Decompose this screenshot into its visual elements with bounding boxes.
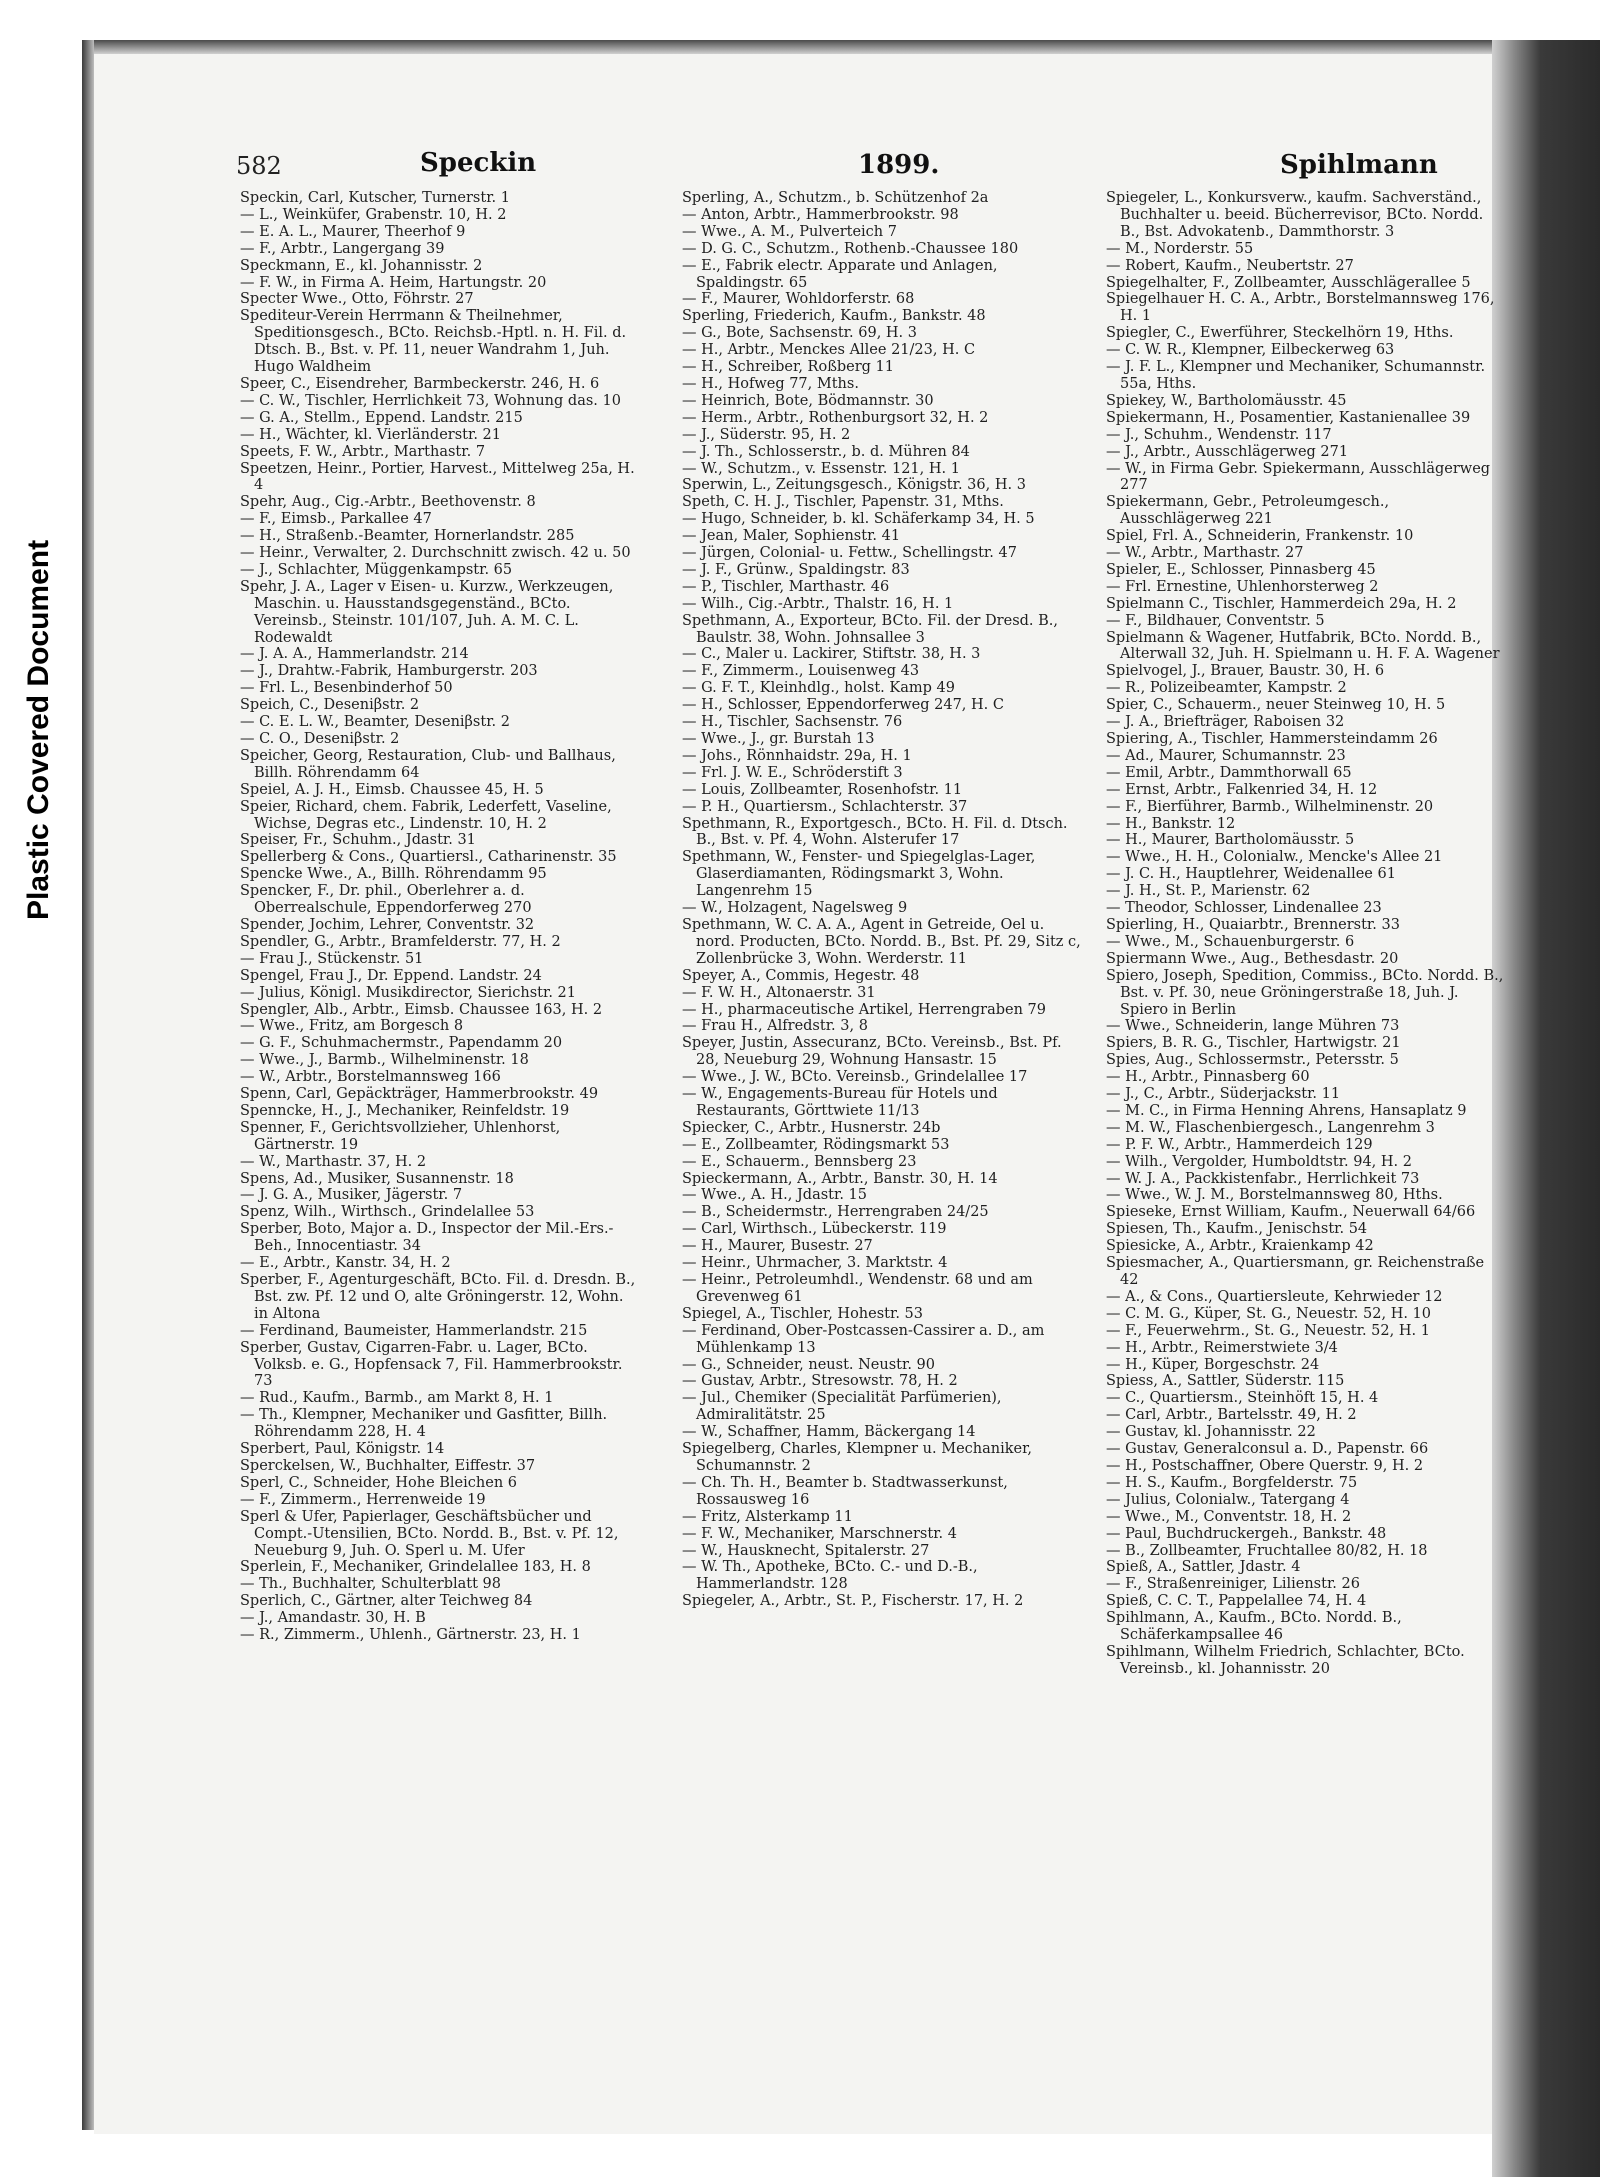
directory-entry: — Robert, Kaufm., Neubertstr. 27 (1106, 257, 1354, 274)
directory-entry: — Carl, Wirthsch., Lübeckerstr. 119 (682, 1221, 947, 1238)
directory-entry: Spiegel, A., Tischler, Hohestr. 53 (682, 1305, 924, 1322)
directory-entry: — J. C. H., Hauptlehrer, Weidenallee 61 (1106, 866, 1396, 883)
directory-entry: Sperlein, F., Mechaniker, Grindelallee 183, H. 8 (240, 1559, 591, 1576)
directory-entry: — Wwe., M., Schauenburgerstr. 6 (1106, 933, 1355, 950)
column-left (240, 190, 640, 1644)
directory-entry: — Heinrich, Bote, Bödmannstr. 30 (682, 392, 934, 409)
directory-entry: — Louis, Zollbeamter, Rosenhofstr. 11 (682, 781, 963, 798)
directory-entry: Spiers, B. R. G., Tischler, Hartwigstr. 21 (1106, 1035, 1401, 1052)
directory-entry: — G., Bote, Sachsenstr. 69, H. 3 (682, 325, 917, 342)
directory-entry: — H., Maurer, Bartholomäusstr. 5 (1106, 832, 1355, 849)
directory-entry: Spiegeler, A., Arbtr., St. P., Fischerstr. 17, H. 2 (682, 1593, 1024, 1610)
directory-entry: Spieckermann, A., Arbtr., Banstr. 30, H. 14 (682, 1170, 998, 1187)
directory-entry: — Jul., Chemiker (Specialität Parfümerien), Admiralitätstr. 25 (682, 1390, 1002, 1424)
directory-entry: Spies, Aug., Schlossermstr., Petersstr. 5 (1106, 1052, 1399, 1069)
column-right (1106, 190, 1506, 1678)
directory-entry: — C. M. G., Küper, St. G., Neuestr. 52, H. 10 (1106, 1305, 1432, 1322)
directory-entry: Spiermann Wwe., Aug., Bethesdastr. 20 (1106, 950, 1399, 967)
directory-entry: — M. W., Flaschenbiergesch., Langenrehm 3 (1106, 1119, 1435, 1136)
directory-entry: Spihlmann, A., Kaufm., BCto. Nordd. B., Schäferkampsallee 46 (1106, 1610, 1402, 1644)
directory-entry: — Carl, Arbtr., Bartelsstr. 49, H. 2 (1106, 1407, 1357, 1424)
column-middle (682, 190, 1082, 1610)
directory-entry: — Wwe., H. H., Colonialw., Mencke's Allee 21 (1106, 849, 1443, 866)
directory-entry: — J. Th., Schlosserstr., b. d. Mühren 84 (682, 443, 970, 460)
directory-entry: — W., Hausknecht, Spitalerstr. 27 (682, 1542, 930, 1559)
directory-entry: Spencker, F., Dr. phil., Oberlehrer a. d. Oberrealschule, Eppendorferweg 270 (240, 883, 532, 917)
directory-entry: — M., Norderstr. 55 (1106, 240, 1254, 257)
directory-entry: Spielvogel, J., Brauer, Baustr. 30, H. 6 (1106, 663, 1385, 680)
directory-entry: — J. F. L., Klempner und Mechaniker, Schumannstr. 55a, Hths. (1106, 359, 1486, 392)
directory-entry: — C. O., Deseniβstr. 2 (240, 731, 400, 747)
directory-entry: Sperber, Boto, Major a. D., Inspector der Mil.-Ers.-Beh., Innocentiastr. 34 (240, 1221, 614, 1255)
directory-entry: — Ferdinand, Baumeister, Hammerlandstr. 215 (240, 1322, 588, 1339)
directory-entry: — J. A. A., Hammerlandstr. 214 (240, 646, 469, 663)
directory-entry: — D. G. C., Schutzm., Rothenb.-Chaussee 180 (682, 240, 1019, 257)
directory-entry: — Wwe., W. J. M., Borstelmannsweg 80, Hths. (1106, 1187, 1443, 1204)
directory-entry: Spiegelhauer H. C. A., Arbtr., Borstelmannsweg 176, H. 1 (1106, 291, 1495, 325)
directory-entry: Spiekey, W., Bartholomäusstr. 45 (1106, 392, 1347, 409)
directory-entry: Spier, C., Schauerm., neuer Steinweg 10, H. 5 (1106, 697, 1446, 714)
directory-entry: Sperl, C., Schneider, Hohe Bleichen 6 (240, 1474, 517, 1491)
directory-entry: — F., Zimmerm., Louisenweg 43 (682, 663, 920, 680)
directory-entry: Spiero, Joseph, Spedition, Commiss., BCto. Nordd. B., Bst. v. Pf. 30, neue Gröningerstraße 18, Juh. J. Spiero in Berlin (1106, 967, 1504, 1018)
directory-entry: Spiekermann, Gebr., Petroleumgesch., Ausschlägerweg 221 (1106, 494, 1390, 528)
directory-entry: Spehr, J. A., Lager v Eisen- u. Kurzw., Werkzeugen, Maschin. u. Hausstandsgegenständ., BCto. Vereinsb., Steinstr. 101/107, Juh. A. M. C. L. Rodewaldt (240, 578, 614, 646)
directory-entry: Spiegelhalter, F., Zollbeamter, Ausschlägerallee 5 (1106, 274, 1471, 291)
scan-shadow-left (82, 40, 94, 2130)
directory-entry: Spender, Jochim, Lehrer, Conventstr. 32 (240, 916, 535, 933)
directory-entry: — Frau H., Alfredstr. 3, 8 (682, 1018, 868, 1035)
directory-entry: — B., Zollbeamter, Fruchtallee 80/82, H. 18 (1106, 1542, 1428, 1559)
directory-entry: Spediteur-Verein Herrmann & Theilnehmer, Speditionsgesch., BCto. Reichsb.-Hptl. n. H. Fil. d. Dtsch. B., Bst. v. Pf. 11, neuer Wandrahm 1, Juh. Hugo Waldheim (240, 308, 627, 376)
directory-entry: — Anton, Arbtr., Hammerbrookstr. 98 (682, 206, 959, 223)
directory-entry: — J., Süderstr. 95, H. 2 (682, 426, 851, 443)
directory-entry: — F. W., in Firma A. Heim, Hartungstr. 20 (240, 274, 547, 291)
directory-entry: — Wilh., Vergolder, Humboldtstr. 94, H. 2 (1106, 1153, 1412, 1170)
directory-entry: Spengler, Alb., Arbtr., Eimsb. Chaussee 163, H. 2 (240, 1001, 603, 1018)
directory-entry: — E., Arbtr., Kanstr. 34, H. 2 (240, 1255, 451, 1272)
directory-entry: Spehr, Aug., Cig.-Arbtr., Beethovenstr. 8 (240, 494, 536, 511)
directory-entry: Speyer, Justin, Assecuranz, BCto. Vereinsb., Bst. Pf. 28, Neueburg 29, Wohnung Hansastr. 15 (682, 1035, 1062, 1069)
directory-entry: Sperbert, Paul, Königstr. 14 (240, 1441, 445, 1458)
directory-entry: — H., Arbtr., Pinnasberg 60 (1106, 1069, 1310, 1086)
directory-entry: Spiesicke, A., Arbtr., Kraienkamp 42 (1106, 1238, 1374, 1255)
directory-entry: — Wwe., J., Barmb., Wilhelminenstr. 18 (240, 1052, 529, 1069)
directory-entry: — W., Schutzm., v. Essenstr. 121, H. 1 (682, 460, 960, 477)
directory-entry: — F., Arbtr., Langergang 39 (240, 240, 445, 257)
directory-entry: — F. W. H., Altonaerstr. 31 (682, 984, 876, 1001)
directory-entry: — P. F. W., Arbtr., Hammerdeich 129 (1106, 1136, 1373, 1153)
directory-entry: — Th., Buchhalter, Schulterblatt 98 (240, 1576, 501, 1593)
directory-entry: — G. F. T., Kleinhdlg., holst. Kamp 49 (682, 680, 955, 697)
page-header (0, 148, 1600, 188)
header-right-word: Spihlmann (1280, 150, 1438, 180)
directory-entry: — H., Straßenb.-Beamter, Hornerlandstr. 285 (240, 528, 575, 545)
directory-entry: — J., Drahtw.-Fabrik, Hamburgerstr. 203 (240, 663, 538, 680)
directory-entry: Speiser, Fr., Schuhm., Jdastr. 31 (240, 832, 476, 849)
directory-entry: Speth, C. H. J., Tischler, Papenstr. 31, Mths. (682, 494, 1004, 511)
header-left-word: Speckin (420, 148, 537, 178)
directory-entry: — Wwe., J., gr. Burstah 13 (682, 731, 875, 747)
directory-entry: — C. W., Tischler, Herrlichkeit 73, Wohnung das. 10 (240, 392, 621, 409)
directory-entry: Sperber, F., Agenturgeschäft, BCto. Fil. d. Dresdn. B., Bst. zw. Pf. 12 und O, alte Gröningerstr. 12, Wohn. in Altona (240, 1272, 636, 1322)
directory-entry: — J., Schlachter, Müggenkampstr. 65 (240, 561, 513, 578)
directory-entry: — H., Arbtr., Menckes Allee 21/23, H. C (682, 342, 976, 359)
scan-shadow-top (82, 40, 1492, 54)
directory-entry: — E., Fabrik electr. Apparate und Anlagen, Spaldingstr. 65 (682, 257, 998, 291)
directory-entry: — P., Tischler, Marthastr. 46 (682, 578, 890, 595)
directory-entry: — Johs., Rönnhaidstr. 29a, H. 1 (682, 747, 912, 764)
directory-entry: — Ernst, Arbtr., Falkenried 34, H. 12 (1106, 781, 1378, 798)
directory-entry: — W., Arbtr., Borstelmannsweg 166 (240, 1069, 501, 1086)
directory-entry: — R., Zimmerm., Uhlenh., Gärtnerstr. 23, H. 1 (240, 1627, 581, 1644)
directory-entry: — G. F., Schuhmachermstr., Papendamm 20 (240, 1035, 563, 1052)
directory-entry: — W. J. A., Packkistenfabr., Herrlichkeit 73 (1106, 1170, 1420, 1187)
directory-entry: Sperckelsen, W., Buchhalter, Eiffestr. 37 (240, 1457, 536, 1474)
directory-entry: Spiecker, C., Arbtr., Husnerstr. 24b (682, 1119, 941, 1136)
directory-entry: — Wwe., Fritz, am Borgesch 8 (240, 1018, 464, 1035)
directory-entry: — Frau J., Stückenstr. 51 (240, 950, 424, 967)
directory-entry: — F., Bierführer, Barmb., Wilhelminenstr. 20 (1106, 798, 1434, 815)
directory-entry: — H., Wächter, kl. Vierländerstr. 21 (240, 426, 501, 443)
directory-entry: — Heinr., Verwalter, 2. Durchschnitt zwisch. 42 u. 50 (240, 545, 631, 562)
directory-entry: Spiegeler, L., Konkursverw., kaufm. Sachverständ., Buchhalter u. beeid. Bücherrevisor, BCto. Nordd. B., Bst. Advokatenb., Dammthorstr. 3 (1106, 190, 1484, 240)
directory-entry: Spieler, E., Schlosser, Pinnasberg 45 (1106, 561, 1376, 578)
directory-entry: — W., Marthastr. 37, H. 2 (240, 1153, 427, 1170)
directory-entry: Spenz, Wilh., Wirthsch., Grindelallee 53 (240, 1204, 535, 1221)
directory-entry: Spieß, C. C. T., Pappelallee 74, H. 4 (1106, 1593, 1367, 1610)
directory-entry: Spencke Wwe., A., Billh. Röhrendamm 95 (240, 866, 547, 883)
directory-entry: — E., Zollbeamter, Rödingsmarkt 53 (682, 1136, 950, 1153)
directory-entry: Spihlmann, Wilhelm Friedrich, Schlachter, BCto. Vereinsb., kl. Johannisstr. 20 (1106, 1643, 1465, 1677)
directory-entry: — L., Weinküfer, Grabenstr. 10, H. 2 (240, 206, 507, 223)
directory-entry: — H., Bankstr. 12 (1106, 815, 1236, 832)
directory-entry: Spiering, A., Tischler, Hammersteindamm 26 (1106, 731, 1438, 747)
directory-entry: — H., Schlosser, Eppendorferweg 247, H. C (682, 697, 1004, 714)
directory-entry: — Heinr., Petroleumhdl., Wendenstr. 68 und am Grevenweg 61 (682, 1272, 1033, 1305)
directory-entry: — Jean, Maler, Sophienstr. 41 (682, 528, 901, 545)
directory-entry: — J. H., St. P., Marienstr. 62 (1106, 883, 1311, 900)
directory-entry: — R., Polizeibeamter, Kampstr. 2 (1106, 680, 1347, 697)
directory-entry: Speets, F. W., Arbtr., Marthastr. 7 (240, 443, 486, 460)
directory-entry: — Frl. J. W. E., Schröderstift 3 (682, 764, 903, 781)
directory-entry: — H., Schreiber, Roßberg 11 (682, 359, 895, 376)
directory-entry: Spethmann, W., Fenster- und Spiegelglas-Lager, Glaserdiamanten, Rödingsmarkt 3, Wohn. Langenrehm 15 (682, 849, 1036, 900)
directory-entry: Speicher, Georg, Restauration, Club- und Ballhaus, Billh. Röhrendamm 64 (240, 747, 616, 781)
directory-entry: Spethmann, R., Exportgesch., BCto. H. Fil. d. Dtsch. B., Bst. v. Pf. 4, Wohn. Alsterufer 17 (682, 815, 1068, 849)
directory-entry: — J. A., Briefträger, Raboisen 32 (1106, 714, 1345, 731)
directory-entry: — Gustav, Generalconsul a. D., Papenstr. 66 (1106, 1441, 1429, 1458)
directory-entry: — E. A. L., Maurer, Theerhof 9 (240, 223, 466, 240)
directory-entry: — C. E. L. W., Beamter, Deseniβstr. 2 (240, 714, 510, 731)
directory-entry: Spiel, Frl. A., Schneiderin, Frankenstr. 10 (1106, 528, 1414, 545)
directory-entry: — Theodor, Schlosser, Lindenallee 23 (1106, 900, 1382, 917)
directory-entry: — J., Arbtr., Ausschlägerweg 271 (1106, 443, 1349, 460)
directory-entry: — Jürgen, Colonial- u. Fettw., Schellingstr. 47 (682, 545, 1017, 562)
directory-entry: — Heinr., Uhrmacher, 3. Marktstr. 4 (682, 1255, 948, 1272)
directory-entry: — B., Scheidermstr., Herrengraben 24/25 (682, 1204, 989, 1221)
directory-entry: Spieß, A., Sattler, Jdastr. 4 (1106, 1559, 1301, 1576)
directory-entry: Spenncke, H., J., Mechaniker, Reinfeldstr. 19 (240, 1102, 570, 1119)
directory-entry: — Ad., Maurer, Schumannstr. 23 (1106, 747, 1346, 764)
directory-entry: Speiel, A. J. H., Eimsb. Chaussee 45, H. 5 (240, 781, 544, 798)
directory-entry: Spierling, H., Quaiarbtr., Brennerstr. 33 (1106, 916, 1400, 933)
directory-entry: Speyer, A., Commis, Hegestr. 48 (682, 967, 920, 984)
directory-entry: — W., Schaffner, Hamm, Bäckergang 14 (682, 1424, 976, 1441)
directory-entry: — G., Schneider, neust. Neustr. 90 (682, 1356, 935, 1373)
directory-entry: — C., Maler u. Lackirer, Stiftstr. 38, H. 3 (682, 646, 981, 663)
directory-entry: Speckmann, E., kl. Johannisstr. 2 (240, 257, 483, 274)
directory-entry: Spiesmacher, A., Quartiersmann, gr. Reichenstraße 42 (1106, 1255, 1485, 1288)
directory-entry: Spengel, Frau J., Dr. Eppend. Landstr. 24 (240, 967, 542, 984)
directory-entry: — W., Engagements-Bureau für Hotels und Restaurants, Görttwiete 11/13 (682, 1086, 998, 1119)
directory-entry: — Herm., Arbtr., Rothenburgsort 32, H. 2 (682, 409, 989, 426)
directory-entry: — Julius, Colonialw., Tatergang 4 (1106, 1491, 1350, 1508)
side-label: Plastic Covered Document (22, 539, 55, 920)
directory-entry: Spiekermann, H., Posamentier, Kastanienallee 39 (1106, 409, 1471, 426)
directory-entry: Speckin, Carl, Kutscher, Turnerstr. 1 (240, 190, 510, 206)
directory-entry: — J. G. A., Musiker, Jägerstr. 7 (240, 1187, 463, 1204)
directory-entry: — Wwe., M., Conventstr. 18, H. 2 (1106, 1508, 1352, 1525)
directory-entry: — W., Holzagent, Nagelsweg 9 (682, 900, 908, 917)
directory-entry: — Rud., Kaufm., Barmb., am Markt 8, H. 1 (240, 1390, 554, 1407)
directory-entry: — Emil, Arbtr., Dammthorwall 65 (1106, 764, 1352, 781)
directory-entry: — Ferdinand, Ober-Postcassen-Cassirer a. D., am Mühlenkamp 13 (682, 1322, 1045, 1356)
directory-entry: Spielmann C., Tischler, Hammerdeich 29a, H. 2 (1106, 595, 1457, 612)
directory-entry: Spielmann & Wagener, Hutfabrik, BCto. Nordd. B., Alterwall 32, Juh. H. Spielmann u. H. F. A. Wagener (1106, 629, 1500, 663)
directory-entry: — H., Hofweg 77, Mths. (682, 375, 859, 392)
directory-entry: — F. W., Mechaniker, Marschnerstr. 4 (682, 1525, 957, 1542)
directory-entry: — H. S., Kaufm., Borgfelderstr. 75 (1106, 1474, 1358, 1491)
directory-entry: Spiegelberg, Charles, Klempner u. Mechaniker, Schumannstr. 2 (682, 1441, 1033, 1474)
directory-entry: — Fritz, Alsterkamp 11 (682, 1508, 853, 1525)
directory-entry: — W., Arbtr., Marthastr. 27 (1106, 545, 1304, 562)
directory-entry: — Hugo, Schneider, b. kl. Schäferkamp 34, H. 5 (682, 511, 1035, 528)
directory-entry: — J., Amandastr. 30, H. B (240, 1610, 426, 1627)
directory-entry: Speer, C., Eisendreher, Barmbeckerstr. 246, H. 6 (240, 375, 600, 392)
directory-entry: — Ch. Th. H., Beamter b. Stadtwasserkunst, Rossausweg 16 (682, 1474, 1008, 1508)
directory-entry: Speier, Richard, chem. Fabrik, Lederfett, Vaseline, Wichse, Degras etc., Lindenstr. 10, H. 2 (240, 798, 612, 832)
directory-entry: Spethmann, A., Exporteur, BCto. Fil. der Dresd. B., Baulstr. 38, Wohn. Johnsallee 3 (682, 612, 1059, 646)
directory-entry: — W., in Firma Gebr. Spiekermann, Ausschlägerweg 277 (1106, 460, 1491, 494)
directory-entry: Spenn, Carl, Gepäckträger, Hammerbrookstr. 49 (240, 1086, 599, 1103)
directory-entry: Spieseke, Ernst William, Kaufm., Neuerwall 64/66 (1106, 1204, 1476, 1221)
directory-entry: Speetzen, Heinr., Portier, Harvest., Mittelweg 25a, H. 4 (240, 460, 635, 494)
directory-entry: — F., Straßenreiniger, Lilienstr. 26 (1106, 1576, 1360, 1593)
directory-entry: — Gustav, Arbtr., Stresowstr. 78, H. 2 (682, 1373, 958, 1390)
directory-entry: Sperling, Friederich, Kaufm., Bankstr. 48 (682, 308, 986, 325)
directory-entry: Sperling, A., Schutzm., b. Schützenhof 2a (682, 190, 989, 206)
directory-entry: — Wilh., Cig.-Arbtr., Thalstr. 16, H. 1 (682, 595, 954, 612)
directory-entry: — C., Quartiersm., Steinhöft 15, H. 4 (1106, 1390, 1379, 1407)
directory-entry: — Frl. L., Besenbinderhof 50 (240, 680, 453, 697)
scan-shadow-right (1492, 40, 1600, 2177)
directory-entry: — Th., Klempner, Mechaniker und Gasfitter, Billh. Röhrendamm 228, H. 4 (240, 1407, 608, 1441)
directory-entry: — Frl. Ernestine, Uhlenhorsterweg 2 (1106, 578, 1379, 595)
directory-entry: — Gustav, kl. Johannisstr. 22 (1106, 1424, 1316, 1441)
directory-entry: — H., Arbtr., Reimerstwiete 3/4 (1106, 1339, 1338, 1356)
directory-entry: — F., Eimsb., Parkallee 47 (240, 511, 432, 528)
directory-entry: Spellerberg & Cons., Quartiersl., Catharinenstr. 35 (240, 849, 617, 866)
directory-entry: Spiesen, Th., Kaufm., Jenischstr. 54 (1106, 1221, 1368, 1238)
directory-entry: — H., Tischler, Sachsenstr. 76 (682, 714, 903, 731)
directory-entry: — Wwe., Schneiderin, lange Mühren 73 (1106, 1018, 1400, 1035)
directory-entry: — J., C., Arbtr., Süderjackstr. 11 (1106, 1086, 1341, 1103)
directory-entry: — A., & Cons., Quartiersleute, Kehrwieder 12 (1106, 1288, 1443, 1305)
directory-entry: — F., Bildhauer, Conventstr. 5 (1106, 612, 1325, 629)
directory-entry: — G. A., Stellm., Eppend. Landstr. 215 (240, 409, 523, 426)
directory-entry: Sperl & Ufer, Papierlager, Geschäftsbücher und Compt.-Utensilien, BCto. Nordd. B., Bst. v. Pf. 12, Neueburg 9, Juh. O. Sperl u. M. Ufer (240, 1508, 619, 1559)
directory-entry: — F., Feuerwehrm., St. G., Neuestr. 52, H. 1 (1106, 1322, 1430, 1339)
directory-entry: Sperber, Gustav, Cigarren-Fabr. u. Lager, BCto. Volksb. e. G., Hopfensack 7, Fil. Hammerbrookstr. 73 (240, 1339, 623, 1390)
directory-entry: Spiegler, C., Ewerführer, Steckelhörn 19, Hths. (1106, 325, 1454, 342)
directory-entry: Sperlich, C., Gärtner, alter Teichweg 84 (240, 1593, 533, 1610)
directory-entry: Spendler, G., Arbtr., Bramfelderstr. 77, H. 2 (240, 933, 561, 950)
directory-entry: Speich, C., Deseniβstr. 2 (240, 697, 420, 714)
directory-entry: — C. W. R., Klempner, Eilbeckerweg 63 (1106, 342, 1395, 359)
page-number: 582 (236, 152, 282, 180)
directory-entry: — W. Th., Apotheke, BCto. C.- und D.-B., Hammerlandstr. 128 (682, 1559, 978, 1593)
directory-entry: — F., Maurer, Wohldorferstr. 68 (682, 291, 915, 308)
directory-entry: — Paul, Buchdruckergeh., Bankstr. 48 (1106, 1525, 1387, 1542)
directory-entry: — Wwe., A. M., Pulverteich 7 (682, 223, 897, 240)
directory-entry: — J. F., Grünw., Spaldingstr. 83 (682, 561, 910, 578)
directory-entry: — P. H., Quartiersm., Schlachterstr. 37 (682, 798, 968, 815)
directory-entry: — J., Schuhm., Wendenstr. 117 (1106, 426, 1332, 443)
directory-entry: — H., Küper, Borgeschstr. 24 (1106, 1356, 1320, 1373)
directory-entry: — Wwe., J. W., BCto. Vereinsb., Grindelallee 17 (682, 1069, 1028, 1086)
directory-entry: — F., Zimmerm., Herrenweide 19 (240, 1491, 486, 1508)
directory-entry: Spiess, A., Sattler, Süderstr. 115 (1106, 1373, 1345, 1390)
directory-entry: — E., Schauerm., Bennsberg 23 (682, 1153, 917, 1170)
header-year: 1899. (858, 150, 940, 180)
directory-entry: Specter Wwe., Otto, Föhrstr. 27 (240, 291, 474, 308)
directory-entry: Sperwin, L., Zeitungsgesch., Königstr. 36, H. 3 (682, 477, 1026, 494)
directory-entry: — Julius, Königl. Musikdirector, Sierichstr. 21 (240, 984, 576, 1001)
directory-entry: — H., Maurer, Busestr. 27 (682, 1238, 873, 1255)
directory-entry: Spethmann, W. C. A. A., Agent in Getreide, Oel u. nord. Producten, BCto. Nordd. B., Bst. Pf. 29, Sitz c, Zollenbrücke 3, Wohn. Werderstr. 11 (682, 916, 1081, 967)
directory-entry: Spenner, F., Gerichtsvollzieher, Uhlenhorst, Gärtnerstr. 19 (240, 1119, 561, 1153)
directory-entry: Spens, Ad., Musiker, Susannenstr. 18 (240, 1170, 514, 1187)
directory-entry: — H., pharmaceutische Artikel, Herrengraben 79 (682, 1001, 1046, 1018)
directory-entry: — M. C., in Firma Henning Ahrens, Hansaplatz 9 (1106, 1102, 1467, 1119)
directory-entry: — Wwe., A. H., Jdastr. 15 (682, 1187, 868, 1204)
directory-entry: — H., Postschaffner, Obere Querstr. 9, H. 2 (1106, 1457, 1424, 1474)
